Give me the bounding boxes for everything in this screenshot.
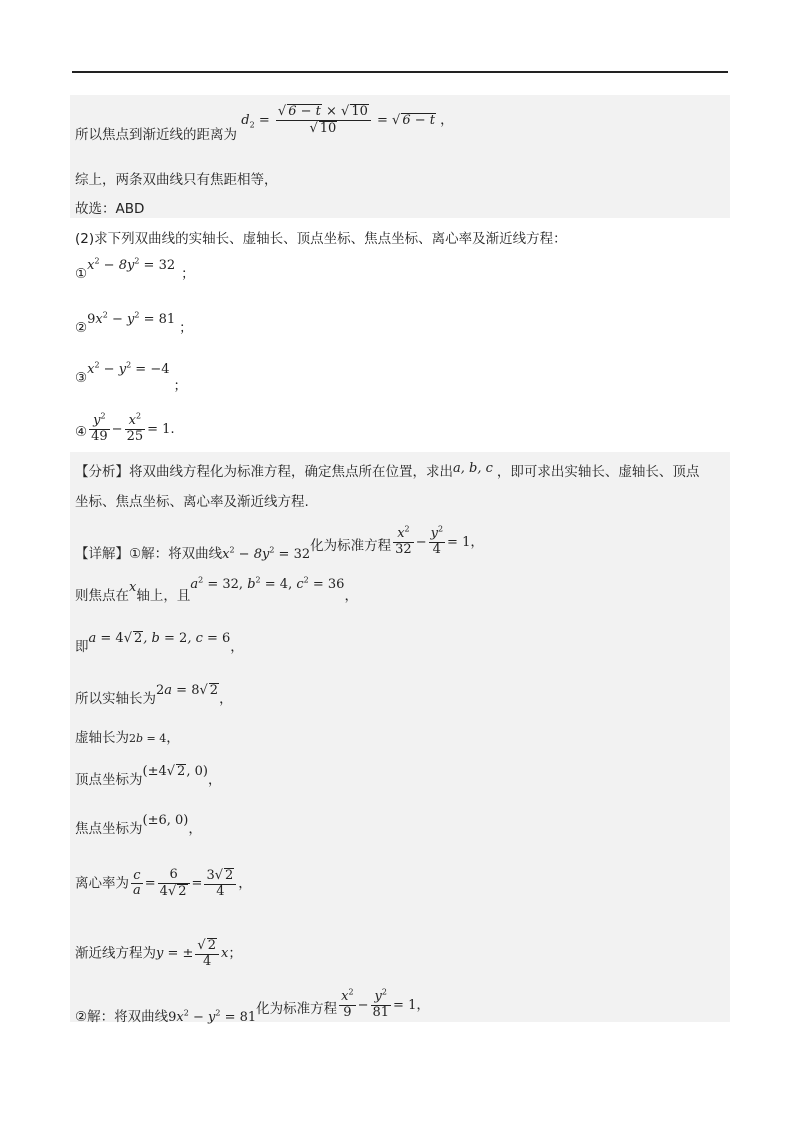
analysis-line-2: 坐标、焦点坐标、离心率及渐近线方程. — [75, 494, 309, 510]
asymptote-line: 渐近线方程为y = ± $\frac{√ 2}{4}$ x； — [75, 938, 242, 969]
vertex-line: 顶点坐标为(±4√ 2, 0)， — [75, 764, 222, 788]
item-1: $①x^2 - 8y^2 = 32$； — [75, 256, 195, 282]
abc-line: 即a = 4√ 2, b = 2, c = 6， — [75, 631, 244, 655]
eq-3: $x^2 - y^2 = -4$ — [87, 360, 170, 377]
focus-axis-line: 则焦点在x轴上，且$a^2 = 32$, $b^2 = 4$, $c^2 = 36$， — [75, 575, 358, 604]
real-axis-line: 所以实轴长为2a = 8√ 2， — [75, 683, 233, 707]
distance-line: 所以焦点到渐近线的距离为 $d_2$ = $\frac{√ 6 - t \times √ 10}{√ 10}$ = √ 6 − t ， — [75, 104, 454, 143]
analysis-line-1: 【分析】将双曲线方程化为标准方程，确定焦点所在位置，求出a, b, c ，即可求出实轴长、虚轴长、顶点 — [75, 461, 700, 480]
item-3: $③x^2 - y^2 = -4$； — [75, 360, 187, 394]
header-rule — [72, 71, 728, 73]
summary-line: 综上，两条双曲线只有焦距相等， — [75, 172, 278, 188]
imag-axis-line: 虚轴长为2b = 4， — [75, 730, 180, 746]
eq-1: $x^2 - 8y^2 = 32$ — [87, 256, 176, 273]
eq-2: $9x^2 - y^2 = 81$ — [87, 310, 176, 327]
answer-line: 故选：ABD — [75, 201, 145, 217]
item-2: $②9x^2 - y^2 = 81$； — [75, 310, 193, 336]
eccentricity-line: 离心率为 $\frac{c}{a}$ = $\frac{6}{4√ 2}$ = $\frac{3√ 2}{4}$ ， — [75, 867, 252, 899]
question-2: (2)求下列双曲线的实轴长、虚轴长、顶点坐标、焦点坐标、离心率及渐近线方程： — [75, 231, 567, 247]
focus-coord-line: 焦点坐标为(±6, 0)， — [75, 813, 202, 837]
distance-formula: $d_2$ = $\frac{√ 6 - t \times √ 10}{√ 10}$ = √ 6 − t — [241, 104, 435, 136]
detail-line: 【详解】①解：将双曲线$x^2 - 8y^2 = 32$化为标准方程 $\frac{x^2}{32}$ − $\frac{y^2}{4}$ = 1， — [75, 524, 484, 562]
solution-2-line: ②解：将双曲线$9x^2 - y^2 = 81$化为标准方程 $\frac{x^2}{9}$ − $\frac{y^2}{81}$ = 1， — [75, 987, 430, 1025]
eq-4: $\frac{y^2}{49}$ − $\frac{x^2}{25}$ = 1 — [91, 411, 171, 444]
item-4: ④ $\frac{y^2}{49}$ − $\frac{x^2}{25}$ = 1. — [75, 411, 175, 444]
